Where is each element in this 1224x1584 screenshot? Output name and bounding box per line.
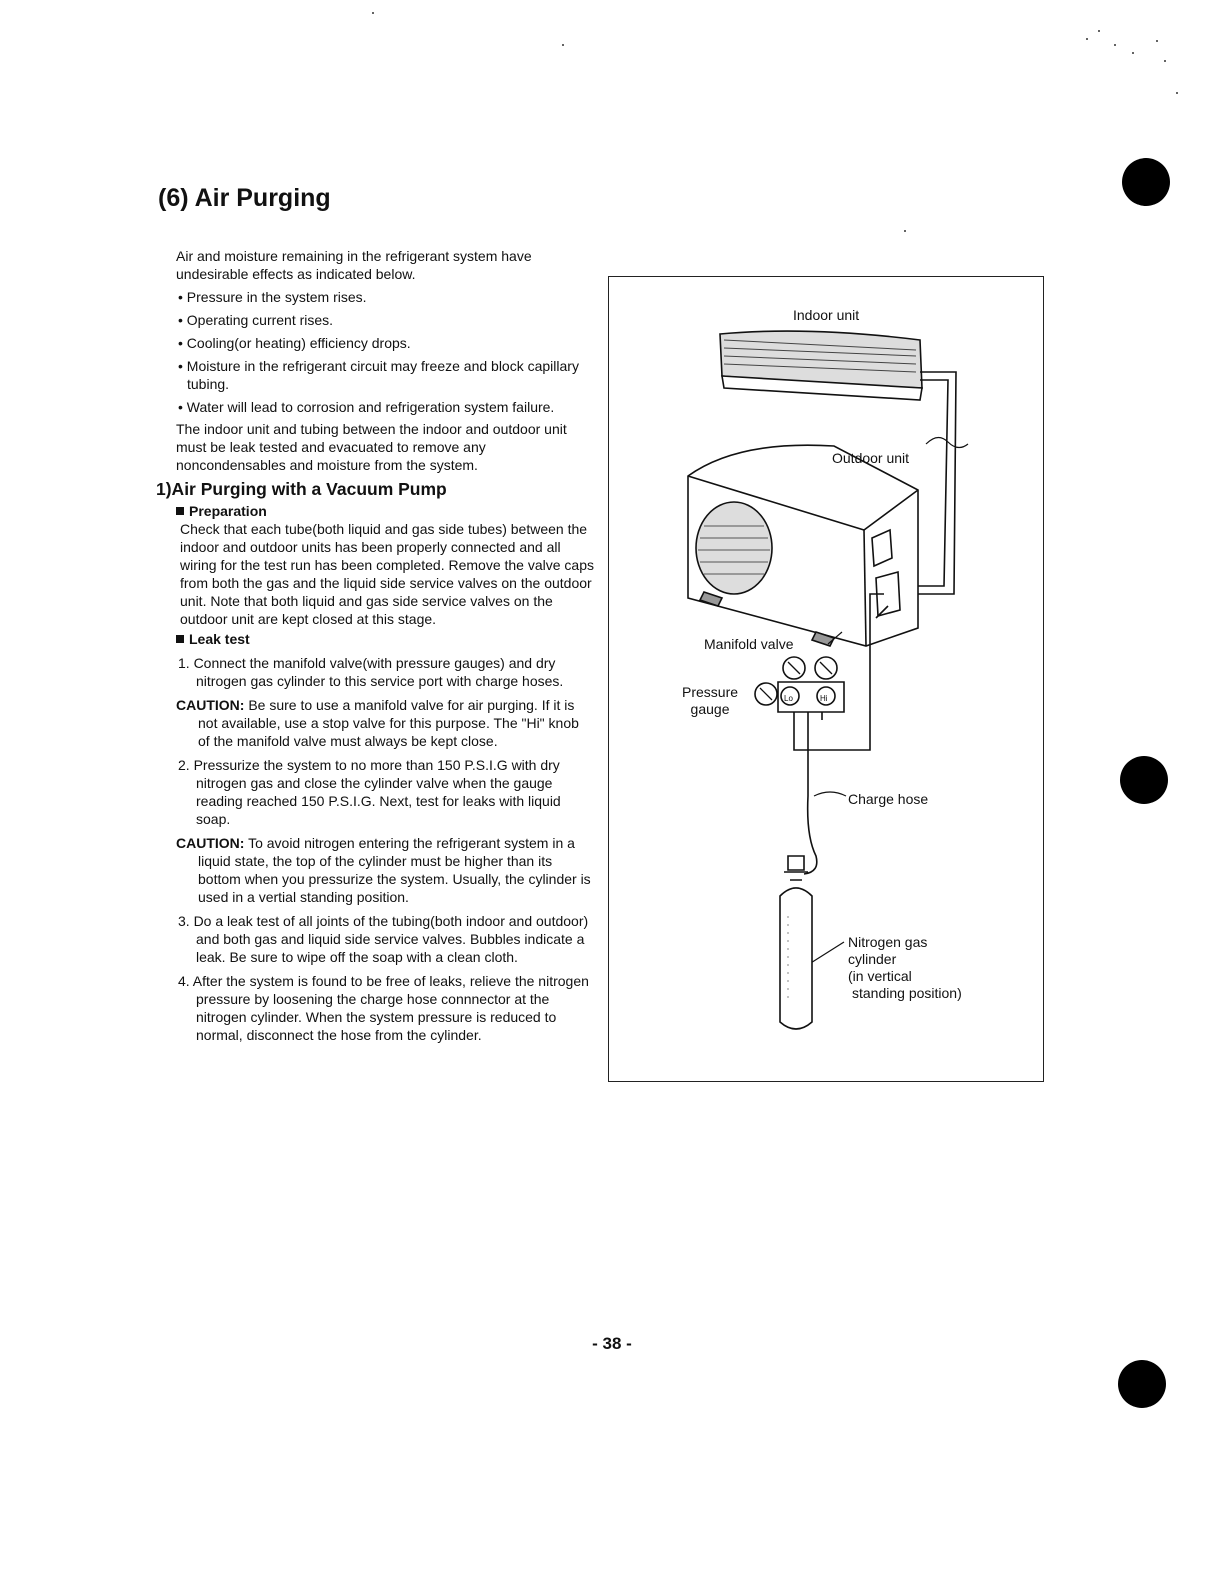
leak-test-step: 3. Do a leak test of all joints of the tubing(both indoor and outdoor) and both gas and liquid side service valves. Bubbles indicate a leak. Be sure to wipe off the soap with a clean cloth. xyxy=(178,913,589,965)
outdoor-unit-label: Outdoor unit xyxy=(832,450,910,466)
scan-speck xyxy=(1132,52,1134,54)
lo-knob-label: Lo xyxy=(784,694,793,703)
intro-paragraph: Air and moisture remaining in the refrigerant system have undesirable effects as indicated below. xyxy=(176,248,532,282)
scan-speck xyxy=(1114,44,1116,46)
leak-test-step: 4. After the system is found to be free of leaks, relieve the nitrogen pressure by loosening the charge hose connnector at the nitrogen cylinder. When the system pressure is reduced to normal, disconnect the hose from the cylinder. xyxy=(178,973,589,1043)
leak-test-heading: Leak test xyxy=(176,630,594,648)
hi-knob-label: Hi xyxy=(820,694,828,703)
caution-note: CAUTION: Be sure to use a manifold valve for air purging. If it is not available, use a stop valve for this purpose. The "Hi" knob of the manifold valve must always be kept close. xyxy=(176,697,579,749)
effect-item: • Pressure in the system rises. xyxy=(178,289,367,305)
outdoor-unit-illustration xyxy=(688,445,918,646)
nitrogen-cylinder-label: Nitrogen gas cylinder (in vertical standing position) xyxy=(848,934,962,1001)
leak-test-step: 1. Connect the manifold valve(with pressure gauges) and dry nitrogen gas cylinder to this service port with charge hoses. xyxy=(178,655,564,689)
effect-item: • Cooling(or heating) efficiency drops. xyxy=(178,335,411,351)
punch-hole xyxy=(1122,158,1170,206)
air-purging-diagram xyxy=(608,276,1044,1082)
scan-speck xyxy=(372,12,374,14)
manifold-valve-label: Manifold valve xyxy=(704,636,794,652)
punch-hole xyxy=(1118,1360,1166,1408)
page-number: - 38 - xyxy=(592,1334,632,1353)
section-title: (6) Air Purging xyxy=(158,184,331,212)
square-bullet-icon xyxy=(176,507,184,515)
leak-test-step: 2. Pressurize the system to no more than 150 P.S.I.G with dry nitrogen gas and close the cylinder valve when the gauge reading reached 150 P.S.I.G. Next, test for leaks with liquid soap. xyxy=(178,757,561,827)
nitrogen-cylinder-illustration xyxy=(780,856,812,1029)
manifold-valve-illustration xyxy=(755,632,844,874)
scan-speck xyxy=(1156,40,1158,42)
scan-speck xyxy=(562,44,564,46)
scan-speck xyxy=(1086,38,1088,40)
effect-item: • Water will lead to corrosion and refrigeration system failure. xyxy=(178,399,555,415)
scan-speck xyxy=(1164,60,1166,62)
pressure-gauge-label: Pressure gauge xyxy=(682,684,739,717)
scan-speck xyxy=(904,230,906,232)
preparation-text: Check that each tube(both liquid and gas side tubes) between the indoor and outdoor units has been properly connected and all wiring for the test run has been completed. Remove the valve caps from both the gas and the liquid side service valves on the outdoor unit. Note that both liquid and gas side service valves on the outdoor unit are kept closed at this stage. xyxy=(180,521,594,627)
caution-note: CAUTION: To avoid nitrogen entering the refrigerant system in a liquid state, the top of the cylinder must be higher than its bottom when you pressurize the system. Usually, the cylinder is used in a vertial standing position. xyxy=(176,835,591,905)
indoor-unit-label: Indoor unit xyxy=(793,307,860,323)
punch-hole xyxy=(1120,756,1168,804)
effect-item: • Moisture in the refrigerant circuit may freeze and block capillary tubing. xyxy=(178,358,579,392)
preparation-heading: Preparation xyxy=(176,502,594,520)
indoor-unit-illustration xyxy=(720,331,922,400)
charge-hose-label: Charge hose xyxy=(848,791,929,807)
effect-item: • Operating current rises. xyxy=(178,312,334,328)
scan-speck xyxy=(1176,92,1178,94)
scan-speck xyxy=(1098,30,1100,32)
intro-end-paragraph: The indoor unit and tubing between the indoor and outdoor unit must be leak tested and evacuated to remove any noncondensables and moisture from the system. xyxy=(176,421,567,473)
square-bullet-icon xyxy=(176,635,184,643)
body-text xyxy=(156,247,594,1044)
subsection-title: 1)Air Purging with a Vacuum Pump xyxy=(156,479,447,499)
